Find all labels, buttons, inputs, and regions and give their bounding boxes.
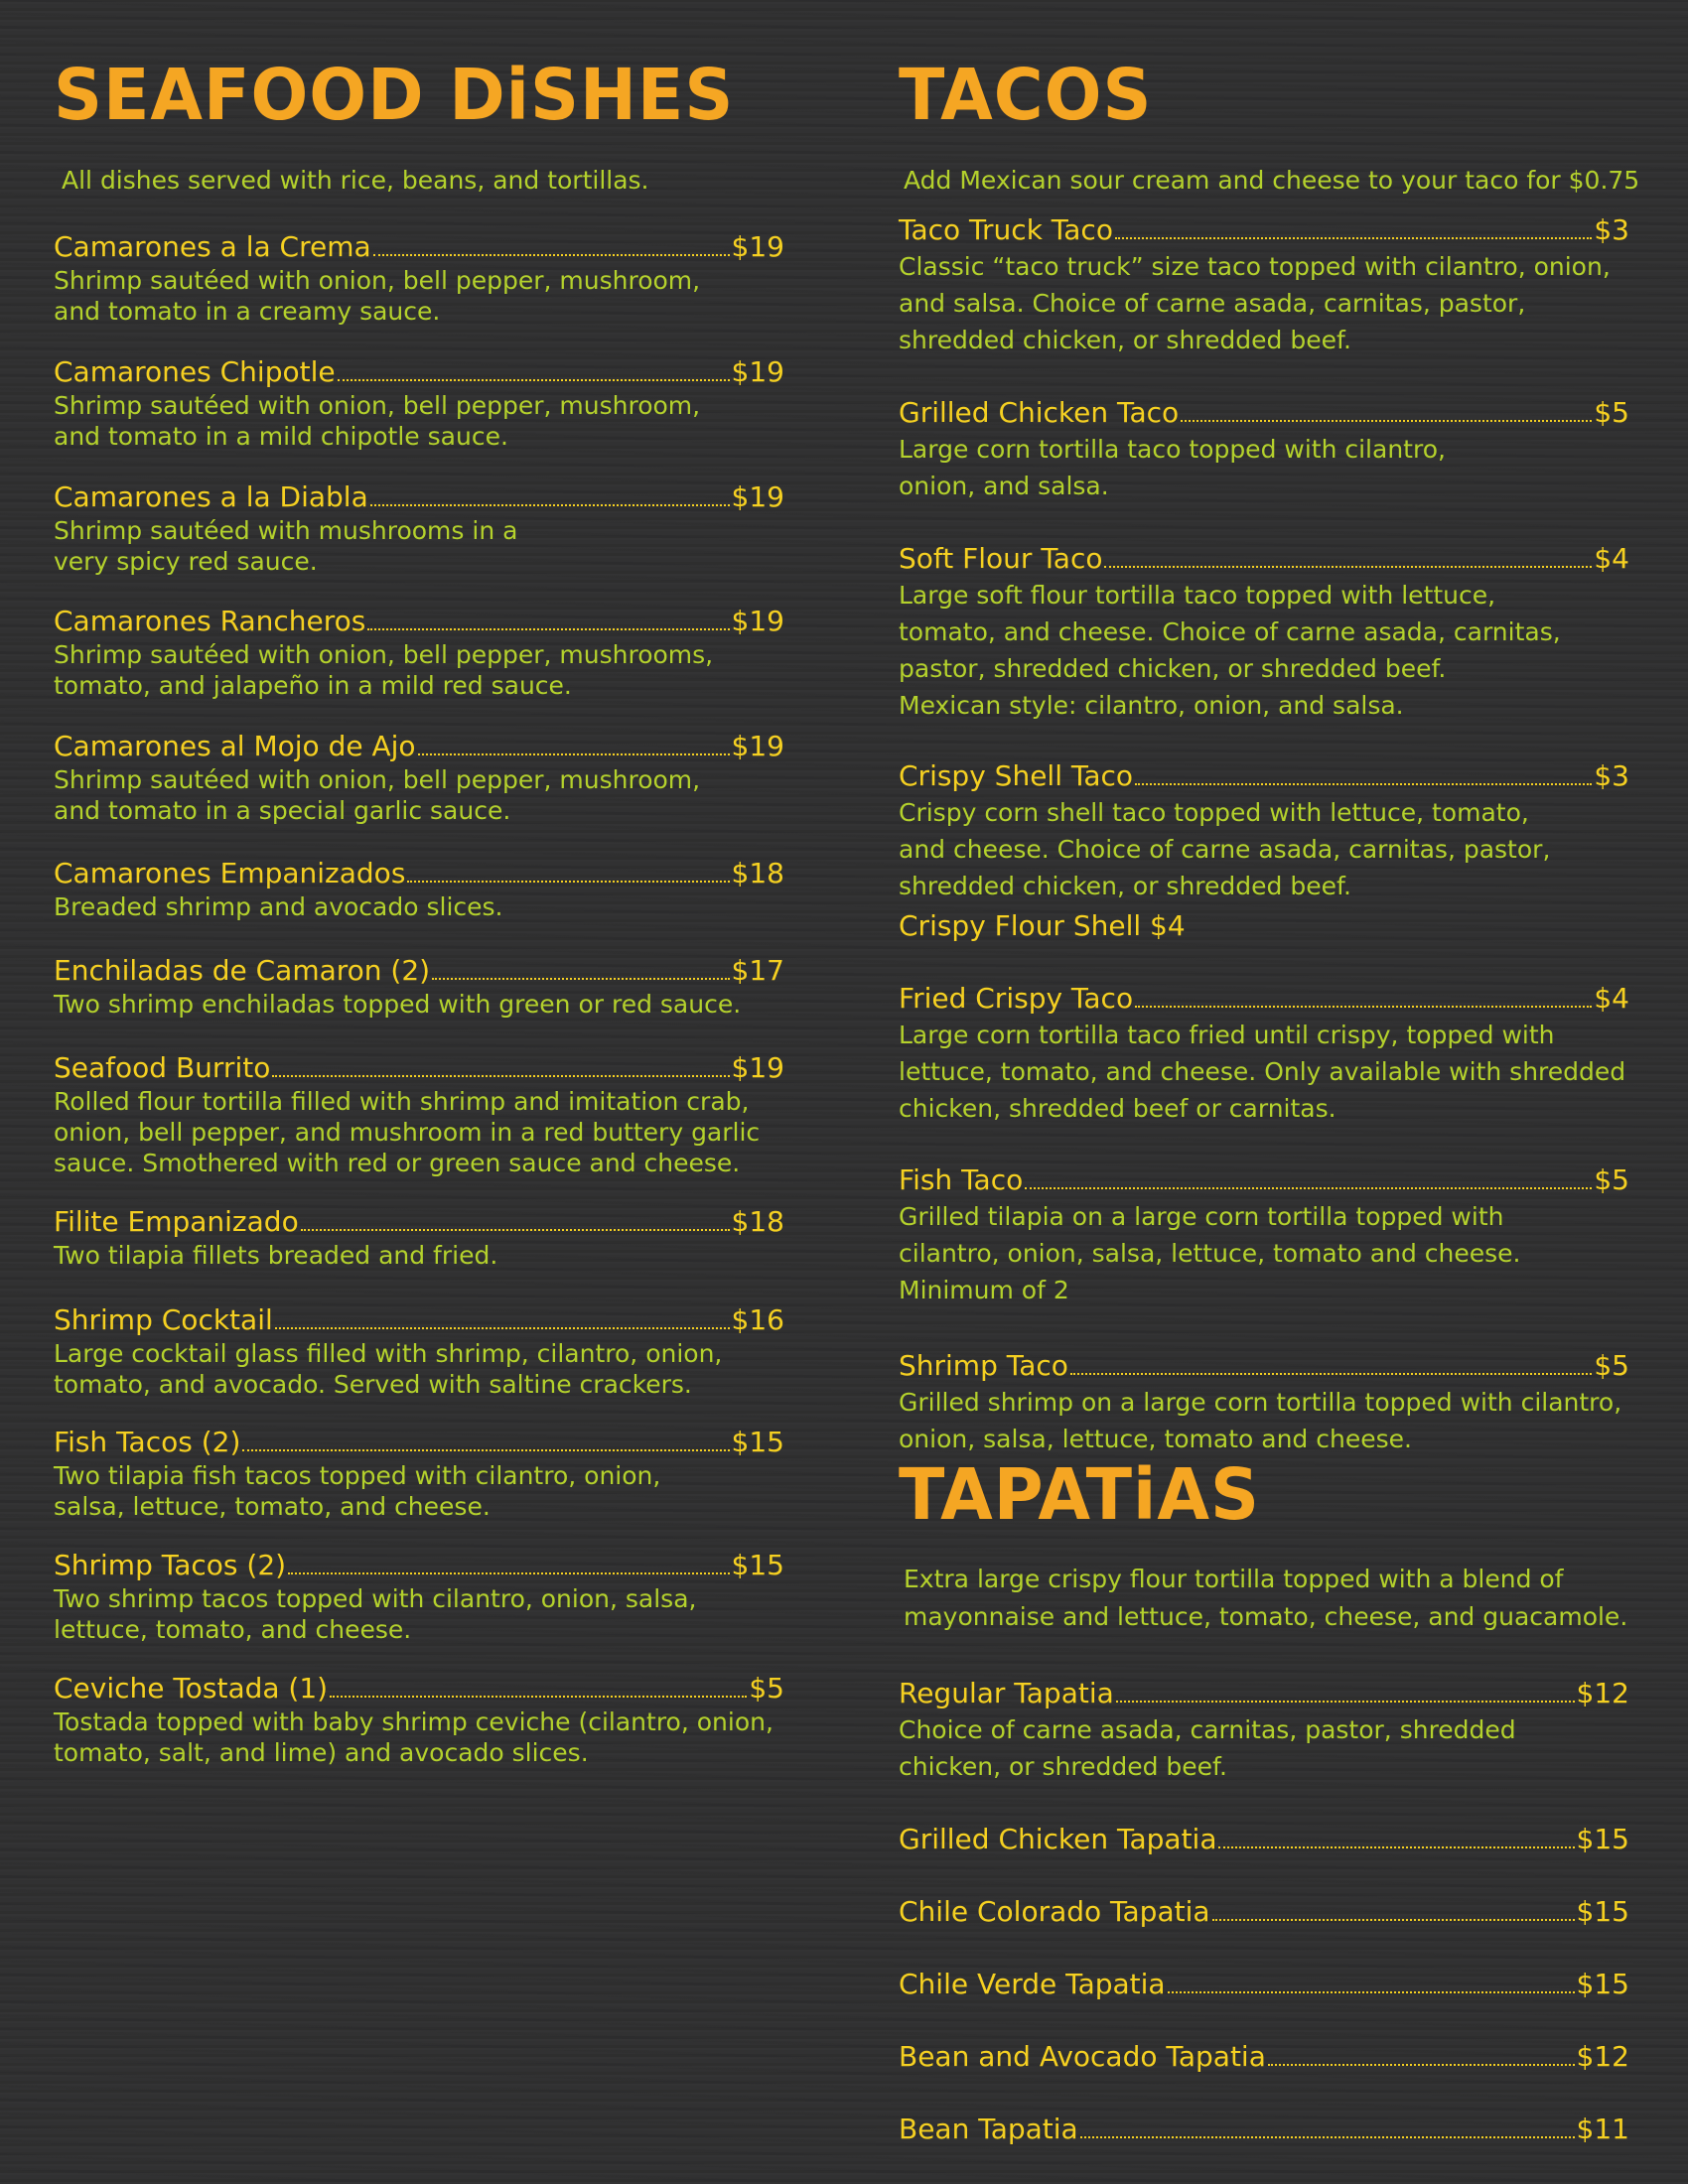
item-name: Soft Flour Taco (899, 542, 1103, 575)
seafood-item (54, 953, 784, 1020)
dot-leader (330, 1696, 747, 1698)
tapatia-item (899, 1967, 1629, 2002)
taco-item (899, 1348, 1629, 1457)
seafood-item (54, 856, 784, 922)
item-price: $5 (749, 1672, 784, 1705)
item-name: Camarones al Mojo de Ajo (54, 730, 416, 762)
item-price: $15 (1576, 1968, 1629, 2000)
dot-leader (418, 753, 730, 755)
dot-leader (1212, 1919, 1575, 1921)
item-name: Shrimp Tacos (2) (54, 1549, 287, 1581)
tapatias-heading: TAPATiAS (899, 1454, 1260, 1537)
item-name: Fish Tacos (2) (54, 1426, 241, 1458)
item-price: $3 (1594, 759, 1629, 792)
item-name: Crispy Shell Taco (899, 759, 1134, 792)
dot-leader (1080, 2136, 1575, 2138)
item-description: Breaded shrimp and avocado slices. (54, 892, 503, 921)
tapatia-item (899, 1894, 1629, 1930)
item-name: Bean and Avocado Tapatia (899, 2040, 1266, 2073)
item-price: $5 (1594, 1163, 1629, 1196)
seafood-note: All dishes served with rice, beans, and tortillas. (62, 166, 649, 195)
dot-leader (1070, 1373, 1592, 1375)
dot-leader (275, 1327, 730, 1329)
item-description: Tostada topped with baby shrimp ceviche (cilantro, onion, tomato, salt, and lime) and avocado slices. (54, 1707, 774, 1767)
taco-item (899, 541, 1629, 724)
item-price: $19 (731, 355, 784, 388)
dot-leader (1104, 566, 1592, 568)
item-price: $11 (1576, 2113, 1629, 2145)
dot-leader (1218, 1846, 1574, 1848)
dot-leader (373, 254, 730, 256)
item-price: $4 (1594, 982, 1629, 1015)
item-name: Chile Colorado Tapatia (899, 1895, 1210, 1928)
item-name: Grilled Chicken Tapatia (899, 1823, 1217, 1855)
item-description: Classic “taco truck” size taco topped with cilantro, onion, and salsa. Choice of carne asada, carnitas, pastor, shredded chicken, or shredded beef. (899, 252, 1611, 354)
dot-leader (1025, 1187, 1592, 1189)
item-name: Fish Taco (899, 1163, 1024, 1196)
item-price: $3 (1594, 213, 1629, 246)
item-description: Large corn tortilla taco fried until crispy, topped with lettuce, tomato, and cheese. Only available with shredded chicken, shredded beef or carnitas. (899, 1021, 1626, 1123)
item-price: $15 (1576, 1823, 1629, 1855)
dot-leader (1135, 1006, 1592, 1008)
item-price: $5 (1594, 396, 1629, 429)
item-description: Two shrimp tacos topped with cilantro, onion, salsa, lettuce, tomato, and cheese. (54, 1584, 697, 1644)
item-description: Grilled tilapia on a large corn tortilla topped with cilantro, onion, salsa, lettuce, tomato and cheese. Minimum of 2 (899, 1202, 1521, 1304)
tacos-heading: TACOS (899, 55, 1153, 137)
seafood-item (54, 1204, 784, 1271)
taco-item (899, 212, 1629, 358)
taco-item (899, 1162, 1629, 1308)
dot-leader (1116, 1701, 1575, 1703)
tapatia-item (899, 1676, 1629, 1785)
item-price: $18 (731, 1205, 784, 1238)
item-description: Shrimp sautéed with onion, bell pepper, mushroom, and tomato in a mild chipotle sauce. (54, 391, 701, 451)
item-price: $19 (731, 605, 784, 637)
item-name: Camarones a la Diabla (54, 480, 368, 513)
tapatia-item (899, 2112, 1629, 2147)
dot-leader (338, 379, 730, 381)
tacos-note: Add Mexican sour cream and cheese to your taco for $0.75 (904, 166, 1640, 195)
item-name: Filite Empanizado (54, 1205, 299, 1238)
item-price: $15 (731, 1549, 784, 1581)
dot-leader (1268, 2064, 1575, 2066)
dot-leader (1135, 783, 1592, 785)
item-description: Choice of carne asada, carnitas, pastor, shredded chicken, or shredded beef. (899, 1715, 1516, 1781)
item-price: $18 (731, 857, 784, 889)
item-description: Large corn tortilla taco topped with cilantro, onion, and salsa. (899, 435, 1446, 500)
seafood-item (54, 1302, 784, 1400)
item-description: Shrimp sautéed with onion, bell pepper, mushroom, and tomato in a creamy sauce. (54, 266, 701, 326)
dot-leader (1115, 237, 1592, 239)
item-name: Fried Crispy Taco (899, 982, 1134, 1015)
seafood-item (54, 1425, 784, 1522)
item-name: Regular Tapatia (899, 1677, 1114, 1709)
item-description: Shrimp sautéed with onion, bell pepper, mushroom, and tomato in a special garlic sauce. (54, 765, 701, 825)
item-name: Bean Tapatia (899, 2113, 1078, 2145)
seafood-item (54, 1548, 784, 1645)
item-description: Grilled shrimp on a large corn tortilla topped with cilantro, onion, salsa, lettuce, tomato and cheese. (899, 1388, 1622, 1453)
dot-leader (272, 1075, 729, 1077)
item-description: Crispy corn shell taco topped with lettuce, tomato, and cheese. Choice of carne asada, carnitas, pastor, shredded chicken, or shredded beef. (899, 798, 1551, 900)
taco-item (899, 981, 1629, 1127)
item-price: $4 (1594, 542, 1629, 575)
item-price: $19 (731, 480, 784, 513)
dot-leader (370, 504, 730, 506)
item-price: $19 (731, 230, 784, 263)
item-description: Shrimp sautéed with mushrooms in a very spicy red sauce. (54, 516, 518, 576)
dot-leader (1181, 420, 1592, 422)
item-price: $5 (1594, 1349, 1629, 1382)
seafood-item (54, 1050, 784, 1178)
tapatia-item (899, 2039, 1629, 2075)
item-description: Two tilapia fish tacos topped with cilantro, onion, salsa, lettuce, tomato, and cheese. (54, 1461, 661, 1521)
dot-leader (407, 881, 729, 883)
item-description: Large soft flour tortilla taco topped with lettuce, tomato, and cheese. Choice of carne asada, carnitas, pastor, shredded chicken, or shredded beef. Mexican style: cilantro, onion, and salsa. (899, 581, 1561, 720)
dot-leader (367, 628, 729, 630)
seafood-item (54, 229, 784, 327)
item-name: Camarones a la Crema (54, 230, 371, 263)
item-name: Camarones Chipotle (54, 355, 336, 388)
seafood-item (54, 729, 784, 826)
item-price: $16 (731, 1303, 784, 1336)
item-description: Two shrimp enchiladas topped with green or red sauce. (54, 990, 742, 1019)
item-name: Shrimp Taco (899, 1349, 1068, 1382)
dot-leader (432, 978, 729, 980)
item-name: Chile Verde Tapatia (899, 1968, 1166, 2000)
seafood-item (54, 1671, 784, 1768)
tapatia-item (899, 1822, 1629, 1857)
item-description: Two tilapia fillets breaded and fried. (54, 1241, 498, 1270)
taco-item (899, 395, 1629, 504)
item-price: $12 (1576, 1677, 1629, 1709)
item-name: Seafood Burrito (54, 1051, 271, 1084)
item-name: Shrimp Cocktail (54, 1303, 273, 1336)
item-name: Ceviche Tostada (1) (54, 1672, 329, 1705)
crispy-flour-shell-option: Crispy Flour Shell $4 (899, 909, 1186, 942)
dot-leader (242, 1449, 729, 1451)
item-name: Enchiladas de Camaron (2) (54, 954, 431, 987)
seafood-item (54, 354, 784, 452)
item-price: $17 (731, 954, 784, 987)
item-name: Taco Truck Taco (899, 213, 1113, 246)
dot-leader (301, 1229, 730, 1231)
seafood-heading: SEAFOOD DiSHES (54, 55, 735, 137)
item-description: Rolled flour tortilla filled with shrimp and imitation crab, onion, bell pepper, and mushroom in a red buttery garlic sauce. Smothered with red or green sauce and cheese. (54, 1087, 761, 1177)
dot-leader (1168, 1991, 1575, 1993)
taco-item (899, 758, 1629, 944)
item-description: Shrimp sautéed with onion, bell pepper, mushrooms, tomato, and jalapeño in a mild red sauce. (54, 640, 714, 700)
dot-leader (288, 1572, 729, 1574)
item-name: Camarones Rancheros (54, 605, 366, 637)
item-price: $15 (731, 1426, 784, 1458)
item-price: $15 (1576, 1895, 1629, 1928)
item-price: $19 (731, 1051, 784, 1084)
item-price: $19 (731, 730, 784, 762)
tapatias-note: Extra large crispy flour tortilla topped with a blend of mayonnaise and lettuce, tomato, cheese, and guacamole. (904, 1565, 1628, 1631)
item-name: Camarones Empanizados (54, 857, 406, 889)
item-price: $12 (1576, 2040, 1629, 2073)
seafood-item (54, 604, 784, 701)
item-description: Large cocktail glass filled with shrimp, cilantro, onion, tomato, and avocado. Served with saltine crackers. (54, 1339, 723, 1399)
item-name: Grilled Chicken Taco (899, 396, 1180, 429)
seafood-item (54, 479, 784, 577)
